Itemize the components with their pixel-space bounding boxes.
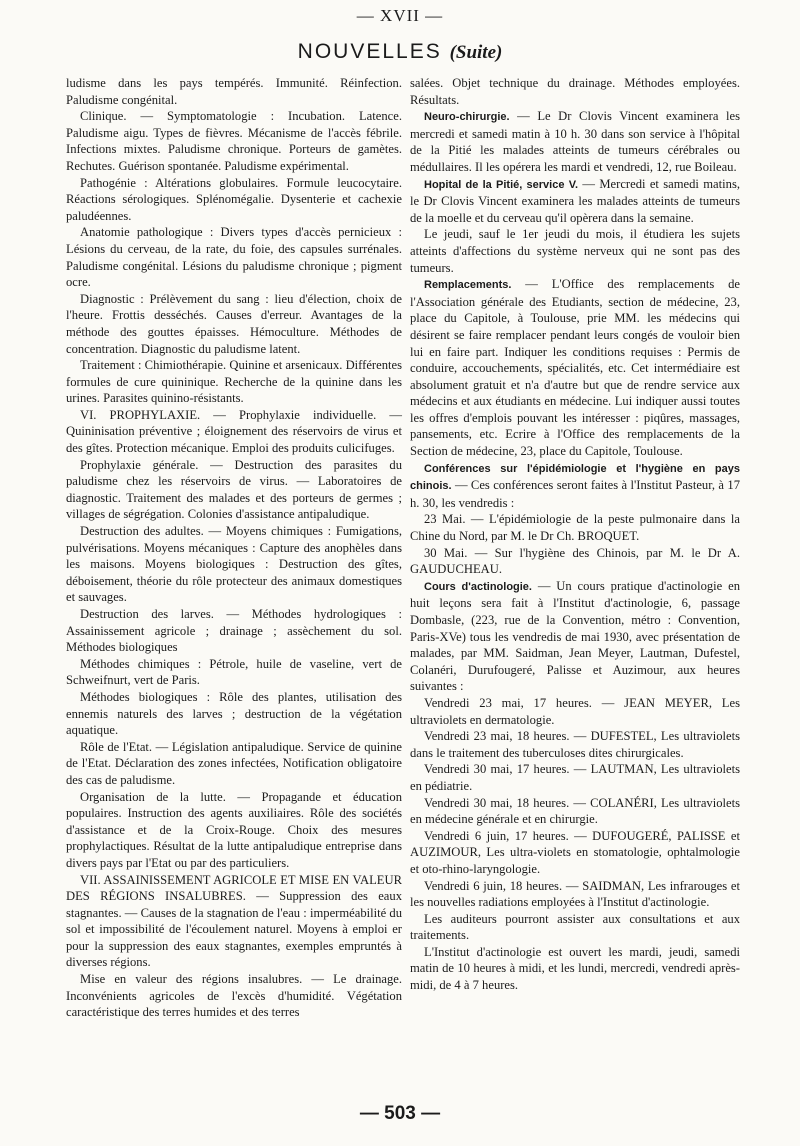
paragraph: [410, 795, 740, 828]
paragraph: [66, 407, 402, 457]
paragraph-text: VII. ASSAINISSEMENT AGRICOLE ET MISE EN VALEUR DES RÉGIONS INSALUBRES. — Suppression des eaux stagnantes. — Causes de la stagnation de l'eau : imperméabilité du sol et impossibilité de l'écoulement naturel. Moyens à emploi er pour la suppression des eaux stagnantes, exemples empruntés à diverses régions.: [66, 872, 402, 970]
paragraph-text: Vendredi 6 juin, 18 heures. — SAIDMAN, Les infrarouges et les nouvelles radiations employées à l'Institut d'actinologie.: [410, 878, 740, 910]
paragraph: [66, 108, 402, 174]
paragraph: [66, 457, 402, 523]
paragraph: [410, 578, 740, 695]
paragraph-text: Vendredi 30 mai, 18 heures. — COLANÉRI, Les ultraviolets en médecine générale et en chirurgie.: [410, 795, 740, 827]
paragraph: [410, 545, 740, 578]
paragraph: [66, 75, 402, 108]
paragraph-heading: Remplacements.: [424, 279, 512, 292]
paragraph-text: — L'Office des remplacements de l'Association générale des Etudiants, section de médecine, 23, place du Capitole, à Toulouse, prie MM. les médecins qui désirent se faire remplacer pendant leurs congés de vouloir bien lui en faire part. Indiquer les conditions requises : Permis de conduire, accouchements, spécialités, etc. Cet intermédiaire est absolument gratuit et n'a d'autre but que de rendre service aux médecins et aux étudiants en médecine. Lui indiquer aussi toutes les offres d'emplois pouvant les intéresser : piqûres, massages, pansements, etc. Ecrire à l'Office des remplacements de la Section de médecine, 23, place du Capitole, Toulouse.: [410, 277, 740, 459]
paragraph: [410, 75, 740, 108]
paragraph-text: Clinique. — Symptomatologie : Incubation. Latence. Paludisme aigu. Types de fièvres. Mécanisme de l'accès fébrile. Infections mixtes. Paludisme chronique. Porteurs de gamètes. Rechutes. Guérison spontanée. Paludisme expérimental.: [66, 109, 402, 173]
paragraph: [66, 357, 402, 407]
page-number: — 503 —: [359, 1103, 441, 1124]
paragraph: [410, 695, 740, 728]
paragraph-text: 23 Mai. — L'épidémiologie de la peste pulmonaire dans la Chine du Nord, par M. le Dr Ch. BROQUET.: [410, 512, 740, 544]
paragraph-text: Vendredi 23 mai, 17 heures. — JEAN MEYER, Les ultraviolets en dermatologie.: [410, 695, 740, 727]
paragraph: [410, 108, 740, 175]
paragraph-text: Diagnostic : Prélèvement du sang : lieu d'élection, choix de l'heure. Frottis desséchés. Causes d'erreur. Avantages de la méthode des gouttes épaisses. Hémoculture. Méthodes de concentration. Diagnostic du paludisme latent.: [66, 291, 402, 356]
paragraph-text: Destruction des larves. — Méthodes hydrologiques : Assainissement agricole ; drainage ; assèchement du sol. Méthodes biologiques: [66, 607, 402, 655]
paragraph-text: L'Institut d'actinologie est ouvert les mardi, jeudi, samedi matin de 10 heures à midi, et les lundi, mercredi, vendredi après-midi, de 4 à 7 heures.: [410, 944, 740, 993]
paragraph: [410, 911, 740, 944]
paragraph-text: Anatomie pathologique : Divers types d'accès pernicieux : Lésions du cerveau, de la rate, du foie, des capsules surrénales. Paludisme congénital. Lésions du paludisme chronique ; pigment ocre.: [66, 225, 402, 290]
paragraph-text: Prophylaxie générale. — Destruction des parasites du paludisme chez les réservoirs de virus. — Laboratoires de diagnostic. Traitement des malades et des porteurs de germes ; villages de ségrégation. Colonies d'assistance antipaludique.: [66, 457, 402, 522]
left-column: [66, 75, 402, 1021]
paragraph: [410, 176, 740, 227]
paragraph-text: salées. Objet technique du drainage. Méthodes employées. Résultats.: [410, 76, 740, 107]
paragraph: [410, 878, 740, 911]
paragraph: [66, 971, 402, 1021]
paragraph: [66, 523, 402, 606]
paragraph: [410, 944, 740, 994]
paragraph-text: Vendredi 30 mai, 17 heures. — LAUTMAN, Les ultraviolets en pédiatrie.: [410, 762, 740, 793]
paragraph: [410, 728, 740, 761]
paragraph-text: — Un cours pratique d'actinologie en huit leçons sera fait à l'Institut d'actinologie, 6, passage Dombasle, (223, rue de la Convention, métro : Convention, Paris-XVe) tous les vendredis de mai 1930, avec présentation de malades, par MM. Saidman, Jean Meyer, Lautman, Dufestel, Colanéri, Durufougeré, Palisse et Auzimour, aux heures suivantes :: [410, 578, 740, 694]
paragraph: [66, 224, 402, 290]
paragraph-text: Destruction des adultes. — Moyens chimiques : Fumigations, pulvérisations. Moyens mécaniques : Capture des anophèles dans les maisons. Moyens biologiques : Destruction des gîtes, déboisement, théorie du rôle protecteur des animaux domestiques et sauvages.: [66, 524, 402, 605]
paragraph-text: ludisme dans les pays tempérés. Immunité. Réinfection. Paludisme congénital.: [66, 76, 402, 107]
paragraph: [66, 291, 402, 357]
paragraph-text: 30 Mai. — Sur l'hygiène des Chinois, par M. le Dr A. GAUDUCHEAU.: [410, 545, 740, 577]
paragraph: [410, 276, 740, 460]
title-text: NOUVELLES: [297, 40, 442, 63]
paragraph-text: VI. PROPHYLAXIE. — Prophylaxie individuelle. — Quininisation préventive ; éloignement des réservoirs de virus et des gîtes. Protection mécanique. Emploi des produits culicifuges.: [66, 407, 402, 456]
paragraph-heading: Conférences sur l'épidémiologie et l'hygiène en pays chinois.: [410, 462, 740, 493]
paragraph: [410, 460, 740, 512]
page-title: [0, 40, 800, 64]
paragraph: [66, 789, 402, 872]
paragraph: [410, 226, 740, 276]
paragraph: [66, 739, 402, 789]
paragraph: [66, 606, 402, 656]
page-roman-number: — XVII —: [356, 6, 444, 25]
right-column: [410, 75, 740, 994]
paragraph-text: Méthodes biologiques : Rôle des plantes, utilisation des ennemis naturels des larves ; destruction de la végétation aquatique.: [66, 689, 402, 738]
paragraph: [410, 511, 740, 544]
paragraph: [66, 656, 402, 689]
paragraph: [410, 828, 740, 878]
paragraph: [66, 175, 402, 225]
paragraph-text: — Ces conférences seront faites à l'Institut Pasteur, à 17 h. 30, les vendredis :: [410, 478, 740, 510]
paragraph-text: Traitement : Chimiothérapie. Quinine et arsenicaux. Différentes formules de cure quininique. Recherche de la quinine dans les urines. Parasites quinino-résistants.: [66, 358, 402, 406]
paragraph: [410, 761, 740, 794]
paragraph-text: — Mercredi et samedi matins, le Dr Clovis Vincent examinera les malades atteints de tumeurs de la moelle et du cerveau qu'il opèrera dans la semaine.: [410, 176, 740, 225]
paragraph-text: — Le Dr Clovis Vincent examinera les mercredi et samedi matin à 10 h. 30 dans son service à l'hôpital de la Pitié les malades atteints de tumeurs cérébrales ou médullaires. Il les opérera les mardi et vendredi, 12, rue Boileau.: [410, 109, 740, 174]
paragraph-text: Mise en valeur des régions insalubres. — Le drainage. Inconvénients agricoles de l'excès d'humidité. Végétation caractéristique des terres humides et des terres: [66, 972, 402, 1020]
title-suite: (Suite): [449, 42, 503, 63]
paragraph-text: Rôle de l'Etat. — Législation antipaludique. Service de quinine de l'Etat. Déclaration des zones infectées, Notification obligatoire des cas de paludisme.: [66, 739, 402, 787]
paragraph-heading: Neuro-chirurgie.: [424, 111, 510, 124]
paragraph: [66, 689, 402, 739]
paragraph-text: Organisation de la lutte. — Propagande et éducation populaires. Instruction des agents auxiliaires. Rôle des sociétés d'assistance et de la Croix-Rouge. Choix des mesures prophylactiques. Résultat de la lutte antipaludique entreprise dans divers pays par l'Etat ou par des particuliers.: [66, 789, 402, 870]
paragraph-heading: Cours d'actinologie.: [424, 580, 532, 593]
paragraph-heading: Hopital de la Pitié, service V.: [424, 178, 579, 191]
paragraph-text: Vendredi 6 juin, 17 heures. — DUFOUGERÉ, PALISSE et AUZIMOUR, Les ultra-violets en stomatologie, ophtalmologie et oto-rhino-laryngologie.: [410, 828, 740, 876]
paragraph-text: Méthodes chimiques : Pétrole, huile de vaseline, vert de Schweifnurt, vert de Paris.: [66, 656, 402, 688]
paragraph-text: Le jeudi, sauf le 1er jeudi du mois, il étudiera les sujets atteints d'affections du système nerveux qui ne sont pas des tumeurs.: [410, 227, 740, 275]
paragraph-text: Pathogénie : Altérations globulaires. Formule leucocytaire. Réactions sérologiques. Splénomégalie. Dysenterie et cachexie paludéennes.: [66, 175, 402, 223]
paragraph: [66, 872, 402, 972]
paragraph-text: Les auditeurs pourront assister aux consultations et aux traitements.: [410, 911, 740, 943]
paragraph-text: Vendredi 23 mai, 18 heures. — DUFESTEL, Les ultraviolets dans le traitement des tuberculoses dites chirurgicales.: [410, 729, 740, 760]
